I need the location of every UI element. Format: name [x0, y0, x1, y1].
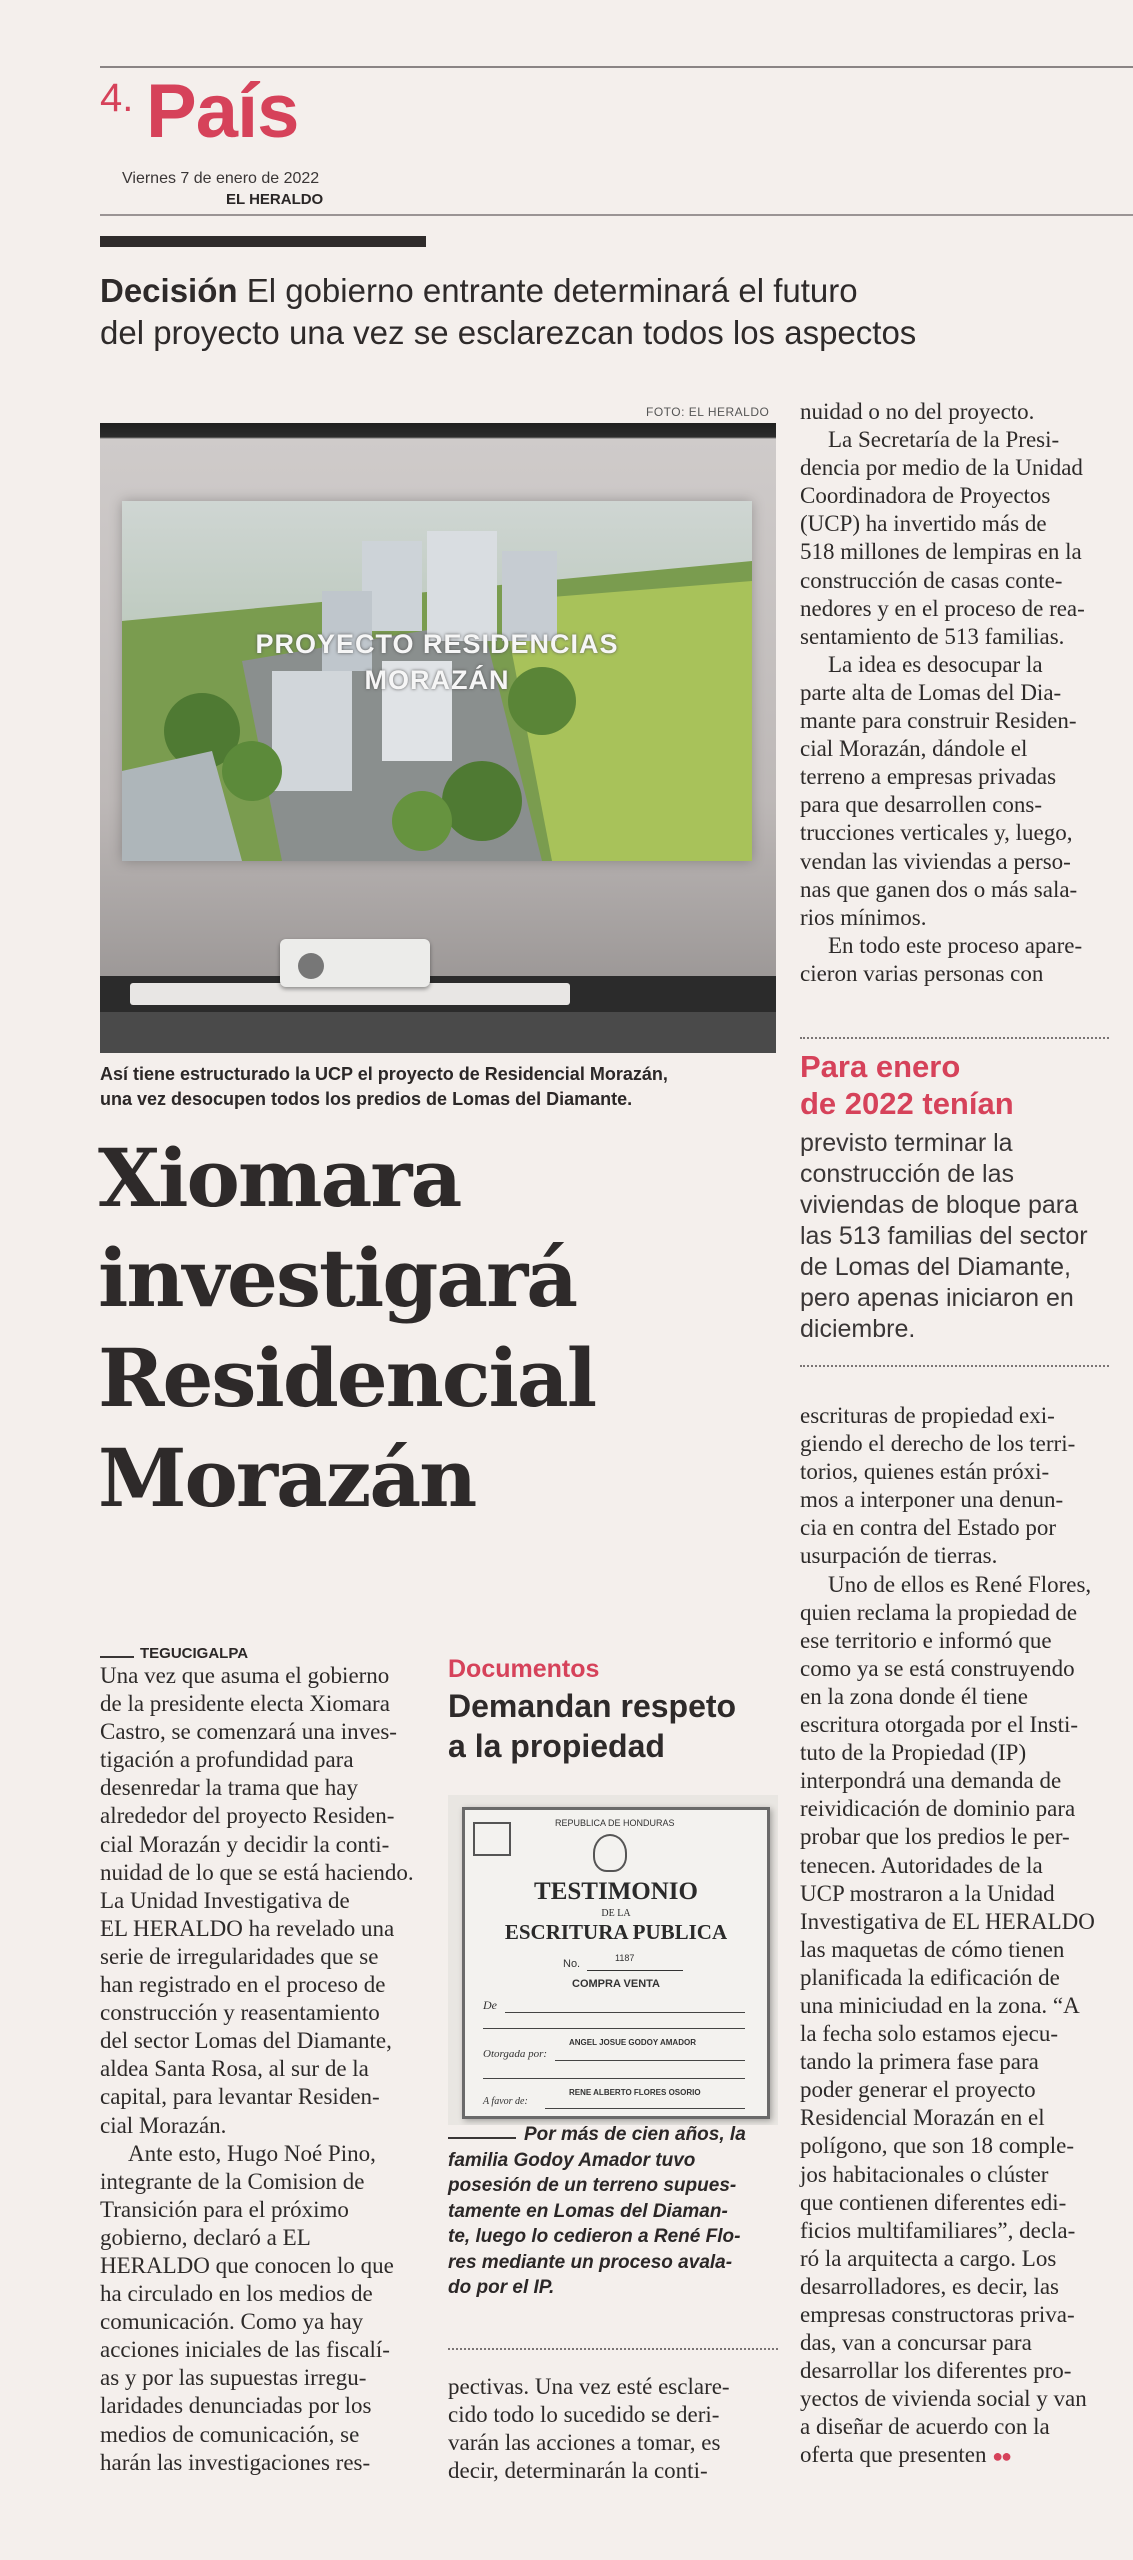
body-left-line: ha circulado en los medios de	[100, 2281, 373, 2307]
pull-quote-head-1: Para enero	[800, 1049, 961, 1084]
pull-quote-line: previsto terminar la	[800, 1129, 1013, 1157]
projector	[280, 939, 430, 987]
headline-line-2: investigará	[98, 1231, 577, 1325]
dateline: TEGUCIGALPA	[140, 1645, 249, 1662]
body-right-line: reividicación de dominio para	[800, 1796, 1076, 1822]
body-right-line: rios mínimos.	[800, 904, 927, 930]
body-right-line: interpondrá una demanda de	[800, 1768, 1062, 1794]
body-left-line: cial Morazán y decidir la conti-	[100, 1831, 390, 1857]
body-right-line: mos a interponer una denun-	[800, 1487, 1064, 1513]
body-right-line: tuto de la Propiedad (IP)	[800, 1740, 1027, 1766]
body-right-line: las maquetas de cómo tienen	[800, 1936, 1065, 1962]
body-left-line: alrededor del proyecto Residen-	[100, 1803, 395, 1829]
end-mark-icon: ●●	[992, 2446, 1010, 2467]
pull-quote-head-2: de 2022 tenían	[800, 1086, 1014, 1121]
page-number: 4.	[100, 76, 134, 120]
headline-line-4: Morazán	[98, 1431, 476, 1525]
body-right-line: ese territorio e informó que	[800, 1627, 1052, 1653]
pull-quote-line: pero apenas iniciaron en	[800, 1284, 1074, 1312]
body-middle-column	[448, 2373, 778, 2485]
projection-screen	[122, 501, 752, 861]
main-photo	[100, 423, 776, 1053]
body-middle-line: cido todo lo sucedido se deri-	[448, 2402, 720, 2428]
deck	[100, 270, 916, 354]
body-right-line: en la zona donde él tiene	[800, 1683, 1028, 1709]
body-left-line: medios de comunicación, se	[100, 2421, 360, 2447]
masthead-rule	[100, 214, 1133, 216]
issue-date: Viernes 7 de enero de 2022	[122, 170, 320, 187]
paper-name: EL HERALDO	[226, 191, 324, 208]
body-right-last-line	[800, 2441, 1109, 2470]
body-right-line: jos habitacionales o clúster	[800, 2161, 1049, 2187]
caption-line-2: una vez desocupen todos los predios de Lomas del Diamante.	[100, 1089, 633, 1109]
body-left-line: as y por las supuestas irregu-	[100, 2365, 367, 2391]
doc-title-3: ESCRITURA PUBLICA	[504, 1920, 728, 1944]
doc-de: De	[483, 1998, 497, 2012]
body-right-line: oferta que presenten	[800, 2442, 987, 2468]
body-right-line: (UCP) ha invertido más de	[800, 511, 1047, 537]
table-legs	[100, 1012, 776, 1053]
body-right-line: a diseñar de acuerdo con la	[800, 2414, 1050, 2440]
body-left-line: laridades denunciadas por los	[100, 2393, 372, 2419]
body-right-line: empresas constructoras priva-	[800, 2302, 1075, 2327]
doc-grantor-label: Otorgada por:	[483, 2048, 548, 2060]
body-right-line: como ya se está construyendo	[800, 1655, 1075, 1681]
body-right-bottom-column	[800, 1402, 1109, 2471]
body-left-line: integrante de la Comision de	[100, 2168, 365, 2194]
section-title: País	[146, 69, 299, 154]
body-right-line: torios, quienes están próxi-	[800, 1459, 1050, 1485]
body-right-line: ficios multifamiliares”, decla-	[800, 2217, 1076, 2243]
sidebar-bottom-divider	[448, 2348, 778, 2350]
deck-line-2: del proyecto una vez se esclarezcan todos los aspectos	[100, 314, 917, 351]
headline-line-1: Xiomara	[98, 1131, 461, 1225]
sidebar-caption-line: res mediante un proceso avala-	[448, 2251, 733, 2273]
sidebar-caption-line: tamente en Lomas del Diaman-	[448, 2200, 728, 2222]
body-right-line: tenecen. Autoridades de la	[800, 1852, 1043, 1878]
doc-grantor-value: ANGEL JOSUE GODOY AMADOR	[569, 2038, 696, 2047]
body-right-line: yectos de vivienda social y van	[800, 2386, 1087, 2412]
sidebar-caption-line: Por más de cien años, la	[524, 2124, 746, 2145]
body-right-line: La Secretaría de la Presi-	[828, 427, 1060, 453]
body-left-line: gobierno, declaró a EL	[100, 2224, 311, 2250]
body-right-line: sentamiento de 513 familias.	[800, 623, 1065, 649]
body-left-line: construcción y reasentamiento	[100, 2000, 380, 2026]
body-left-line: aldea Santa Rosa, al sur de la	[100, 2056, 369, 2082]
body-right-line: polígono, que son 18 comple-	[800, 2133, 1075, 2159]
body-left-line: han registrado en el proceso de	[100, 1972, 386, 1998]
body-right-line: das, van a concursar para	[800, 2330, 1032, 2356]
body-right-line: planificada la edificación de	[800, 1964, 1060, 1990]
body-left-line: HERALDO que conocen lo que	[100, 2252, 394, 2278]
sidebar-kicker: Documentos	[448, 1655, 600, 1683]
body-right-line: tando la primera fase para	[800, 2049, 1039, 2075]
pull-quote-top-divider	[800, 1037, 1109, 1039]
body-left-line: acciones iniciales de las fiscalí-	[100, 2337, 390, 2363]
sidebar-title-line-1: Demandan respeto	[448, 1688, 737, 1724]
body-left-line: La Unidad Investigativa de	[100, 1887, 350, 1913]
body-right-line: 518 millones de lempiras en la	[800, 539, 1082, 565]
body-right-line: terreno a empresas privadas	[800, 764, 1057, 790]
body-middle-line: decir, determinarán la conti-	[448, 2458, 708, 2484]
sidebar-caption-line: te, luego lo cedieron a René Flo-	[448, 2226, 741, 2247]
screen-title-1: PROYECTO RESIDENCIAS	[255, 629, 619, 659]
sidebar-caption-line: do por el IP.	[448, 2277, 555, 2298]
sidebar-caption-line: posesión de un terreno supues-	[448, 2175, 737, 2196]
body-right-line: giendo el derecho de los terri-	[800, 1431, 1076, 1457]
body-right-line: desarrolladores, es decir, las	[800, 2273, 1059, 2299]
body-left-line: comunicación. Como ya hay	[100, 2309, 364, 2335]
body-right-line: La idea es desocupar la	[828, 651, 1043, 677]
stamp-icon	[473, 1822, 511, 1856]
honduras-seal-icon	[593, 1834, 627, 1872]
body-right-line: Investigativa de EL HERALDO	[800, 1908, 1095, 1934]
doc-beneficiary-label: A favor de:	[483, 2096, 528, 2107]
body-right-line: Uno de ellos es René Flores,	[828, 1571, 1092, 1597]
body-right-line: nuidad o no del proyecto.	[800, 399, 1035, 424]
photo-credit: FOTO: EL HERALDO	[646, 405, 770, 419]
body-middle-line: pectivas. Una vez esté esclare-	[448, 2374, 730, 2399]
doc-title-1: TESTIMONIO	[534, 1878, 698, 1905]
sidebar-title-line-2: a la propiedad	[448, 1728, 665, 1764]
doc-no-value: 1187	[615, 1953, 635, 1963]
deck-line-1: El gobierno entrante determinará el futuro	[246, 272, 858, 309]
body-right-line: nas que ganen dos o más sala-	[800, 876, 1078, 902]
body-left-line: cial Morazán.	[100, 2112, 227, 2138]
pull-quote-line: diciembre.	[800, 1315, 916, 1343]
body-right-line: UCP mostraron a la Unidad	[800, 1880, 1055, 1906]
pull-quote-head	[800, 1048, 1014, 1122]
body-right-line: para que desarrollen cons-	[800, 792, 1043, 818]
pull-quote-line: las 513 familias del sector	[800, 1222, 1088, 1250]
pull-quote-body	[800, 1128, 1088, 1345]
body-right-line: una miniciudad en la zona. “A	[800, 1992, 1080, 2018]
body-left-line: Ante esto, Hugo Noé Pino,	[128, 2140, 376, 2166]
body-right-line: parte alta de Lomas del Dia-	[800, 679, 1062, 705]
pull-quote-line: viviendas de bloque para	[800, 1191, 1078, 1219]
body-right-line: trucciones verticales y, luego,	[800, 820, 1073, 846]
body-right-line: la fecha solo estamos ejecu-	[800, 2021, 1058, 2047]
body-right-line: poder generar el proyecto	[800, 2077, 1036, 2103]
body-right-line: Residencial Morazán en el	[800, 2105, 1045, 2131]
sidebar-title	[448, 1686, 736, 1766]
pull-quote-line: construcción de las	[800, 1160, 1015, 1188]
body-right-top-column	[800, 398, 1109, 988]
body-left-line: desenredar la trama que hay	[100, 1775, 358, 1801]
deck-lead: Decisión	[100, 272, 238, 309]
body-right-line: usurpación de tierras.	[800, 1543, 998, 1569]
body-right-line: cial Morazán, dándole el	[800, 736, 1028, 762]
body-left-column	[100, 1662, 426, 2477]
headline	[98, 1128, 595, 1528]
headline-line-3: Residencial	[98, 1331, 596, 1425]
body-right-line: Coordinadora de Proyectos	[800, 483, 1051, 509]
body-right-line: que contienen diferentes edi-	[800, 2189, 1067, 2215]
body-left-line: tigación a profundidad para	[100, 1747, 354, 1773]
sidebar-caption	[448, 2122, 778, 2301]
doc-title-2: DE LA	[601, 1908, 631, 1919]
doc-republic: REPUBLICA DE HONDURAS	[555, 1818, 675, 1828]
pull-quote-bottom-divider	[800, 1365, 1109, 1367]
photo-caption	[100, 1062, 668, 1112]
body-right-line: nedores y en el proceso de rea-	[800, 595, 1085, 621]
body-left-line: de la presidente electa Xiomara	[100, 1691, 390, 1717]
deed-document-image	[448, 1795, 778, 2125]
body-left-line: capital, para levantar Residen-	[100, 2084, 380, 2110]
body-left-line: Castro, se comenzará una inves-	[100, 1719, 397, 1745]
deck-bar	[100, 236, 426, 247]
body-right-line: escritura otorgada por el Insti-	[800, 1712, 1079, 1738]
doc-no-label: No.	[563, 1958, 581, 1970]
body-right-line: probar que los predios le per-	[800, 1824, 1070, 1850]
pull-quote-line: de Lomas del Diamante,	[800, 1253, 1071, 1281]
body-right-line: escrituras de propiedad exi-	[800, 1403, 1055, 1428]
body-right-line: dencia por medio de la Unidad	[800, 455, 1083, 481]
body-right-line: ró la arquitecta a cargo. Los	[800, 2245, 1057, 2271]
doc-type: COMPRA VENTA	[572, 1978, 660, 1990]
body-left-line: harán las investigaciones res-	[100, 2449, 371, 2475]
doc-beneficiary-value: RENE ALBERTO FLORES OSORIO	[569, 2088, 701, 2097]
dateline-rule	[100, 1656, 134, 1658]
body-left-line: EL HERALDO ha revelado una	[100, 1915, 395, 1941]
body-left-line: Una vez que asuma el gobierno	[100, 1663, 390, 1688]
body-left-line: Transición para el próximo	[100, 2196, 349, 2222]
body-right-line: En todo este proceso apare-	[828, 932, 1083, 958]
body-right-line: vendan las viviendas a perso-	[800, 848, 1071, 874]
body-right-line: desarrollar los diferentes pro-	[800, 2358, 1072, 2384]
screen-title-2: MORAZÁN	[364, 665, 510, 695]
sidebar-caption-line: familia Godoy Amador tuvo	[448, 2149, 696, 2171]
body-right-line: construcción de casas conte-	[800, 567, 1063, 593]
caption-line-1: Así tiene estructurado la UCP el proyecto de Residencial Morazán,	[100, 1064, 668, 1084]
body-left-line: serie de irregularidades que se	[100, 1943, 379, 1969]
body-middle-line: varán las acciones a tomar, es	[448, 2430, 721, 2456]
body-left-line: del sector Lomas del Diamante,	[100, 2028, 392, 2054]
body-right-line: cieron varias personas con	[800, 960, 1044, 986]
body-right-line: cia en contra del Estado por	[800, 1515, 1057, 1541]
body-right-line: quien reclama la propiedad de	[800, 1599, 1078, 1625]
body-left-line: nuidad de lo que se está haciendo.	[100, 1859, 414, 1885]
body-right-line: mante para construir Residen-	[800, 708, 1077, 734]
